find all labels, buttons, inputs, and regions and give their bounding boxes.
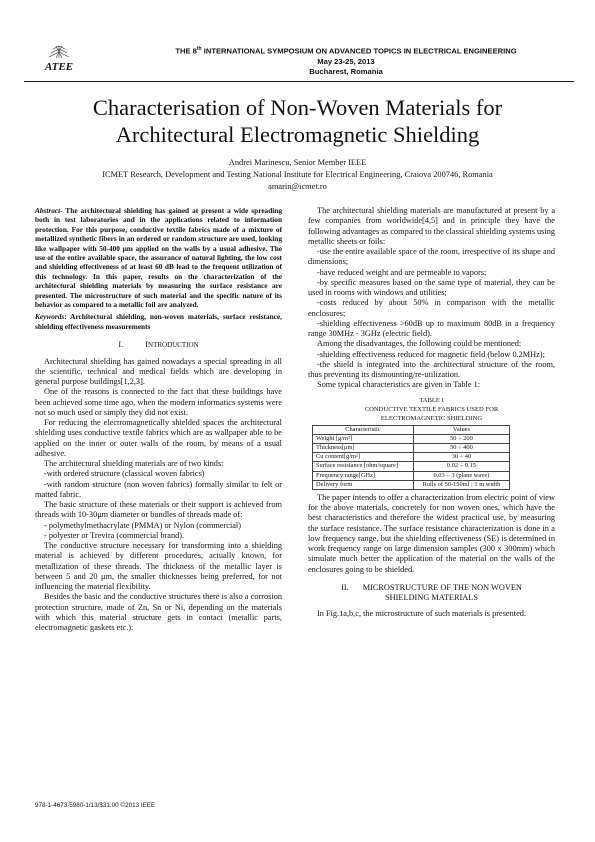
table-header-cell: Characteristic: [313, 425, 414, 434]
paragraph: -use the entire available space of the room, irrespective of its shape and dimensions;: [308, 247, 555, 267]
table-cell-value: 50 ÷ 200: [413, 434, 509, 443]
table-header-row: [313, 425, 510, 434]
copyright-footer: 978-1-4673-5980-1/13/$31.00 ©2013 IEEE: [35, 802, 156, 809]
right-column: [308, 206, 555, 620]
table-row: [313, 471, 510, 480]
introduction-body: [35, 357, 282, 634]
paragraph: The conductive structure necessary for transforming into a shielding material is achieved by different procedures, actually known, for metallization of these threads. The thickness of the metallic layer is between 5 and 20 μm, the smaller thicknesses being preferred, for not influencing the material flexibility.: [35, 541, 282, 592]
logo-text: ATEE: [44, 61, 74, 73]
paragraph: Some typical characteristics are given in Table 1:: [317, 380, 481, 390]
paragraph: -have reduced weight and are permeable to vapors;: [317, 267, 487, 277]
table-cell-value: 0.03 ÷ 3 (plane wave): [413, 471, 509, 480]
table-row: [313, 462, 510, 471]
table-caption: TABLE I CONDUCTIVE TEXTILE FABRICS USED FOR ELECTROMAGNETIC SHIELDING: [364, 396, 499, 422]
header-divider: [24, 81, 574, 82]
paragraph: For reducing the electromagnetically shielded spaces the architectural shielding uses conductive textile fabrics which are as wallpaper able to be applied on the inner or outer walls of the room, by means of a usual adhesive.: [35, 418, 282, 458]
paragraph: The basic structure of these materials or their support is achieved from threads with 10-30μm diameter or bundles of threads made of:: [35, 500, 282, 520]
conference-location: Bucharest, Romania: [309, 66, 383, 76]
table-row: [313, 443, 510, 452]
table-row: [313, 480, 510, 489]
table-cell-characteristic: Frequency range[GHz]: [313, 471, 414, 480]
keywords: Keywords: Architectural shielding, non-woven materials, surface resistance, shielding effectiveness measurements: [35, 312, 282, 331]
table-row: [313, 434, 510, 443]
table-cell-characteristic: Thickness[μm]: [313, 443, 414, 452]
table-cell-characteristic: Delivery form: [313, 480, 414, 489]
conference-name: THE 8th INTERNATIONAL SYMPOSIUM ON ADVANCED TOPICS IN ELECTRICAL ENGINEERING: [175, 46, 517, 56]
left-column: [35, 206, 282, 633]
table-cell-value: 30 ÷ 40: [413, 453, 509, 462]
conference-header: [96, 44, 595, 77]
paragraph: The architectural shielding materials are of two kinds:: [44, 459, 224, 469]
atee-logo: [34, 44, 84, 76]
paragraph: Architectural shielding has gained nowadays a special spreading in all the scientific, technical and medical fields which are developing in general purpose buildings[1,2,3].: [35, 356, 282, 387]
table-cell-characteristic: Surface resistance [ohm/square]: [313, 462, 414, 471]
paragraph: - polyester or Trevira (commercial brand).: [44, 530, 185, 540]
paragraph: - polymethylmethacrylate (PMMA) or Nylon (commercial): [44, 520, 241, 530]
paragraph: The paper intends to offer a characterization from electric point of view for the above materials, concretely for non woven ones, which have the best characteristics and therefore the widest practical use, by measuring the surface resistance. The surface resistance characterization is done in a low frequency range, but the shielding effectiveness (SE) is determined in work frequency range on large dimension samples (300 x 300mm) which simulate much better the application of the material on the walls of the enclosures going to be shielded.: [308, 492, 555, 574]
table-cell-value: 50 ÷ 400: [413, 443, 509, 452]
table-cell-value: 0.02 ÷ 0.15: [413, 462, 509, 471]
author-email: amarin@icmet.ro: [268, 182, 327, 191]
paragraph: -shielding effectiveness >60dB up to maximum 80dB in a frequency range 30MHz - 3GHz (electric field).: [308, 318, 555, 338]
table-header-cell: Values: [413, 425, 509, 434]
paper-title: Characterisation of Non-Woven Materials for Architectural Electromagnetic Shielding: [92, 95, 503, 147]
right-body-a: [308, 206, 555, 391]
paragraph: -with ordered structure (classical woven fabrics): [44, 469, 205, 479]
author-name: Andrei Marinescu, Senior Member IEEE: [228, 158, 367, 167]
paragraph: Among the disadvantages, the following could be mentioned:: [317, 339, 522, 349]
paragraph: The architectural shielding materials are manufactured at present by a few companies from worldwide[4,5] and in principle they have the following advantages as compared to the classical shielding systems using metallic sheets or foils:: [308, 206, 555, 246]
paragraph: -costs reduced by about 50% in comparison with the metallic enclosures;: [308, 298, 555, 318]
paragraph: One of the reasons is connected to the fact that these buildings have been achieved some time ago, when the modern informatics systems were not so much used or simply they did not exist.: [35, 387, 282, 417]
paragraph: In Fig.1a,b,c, the microstructure of such materials is presented.: [317, 609, 526, 619]
section-heading-introduction: I. INTRODUCTION: [118, 340, 199, 350]
table-row: [313, 453, 510, 462]
right-body-b: [308, 493, 555, 575]
paragraph: Besides the basic and the conductive structures there is also a corrosion protection structure, made of Zn, Sn or Ni, depending on the materials with which this material structure gets in contact (metallic parts, electromagnetic gaskets etc.).: [35, 592, 282, 633]
table-cell-value: Rolls of 50-150ml ; 1 m width: [413, 480, 509, 489]
right-body-c: [308, 609, 555, 619]
paragraph: -with random structure (non woven fabrics) formally similar to felt or matted fabric.: [35, 479, 282, 499]
abstract: Abstract- The architectural shielding has gained at present a wide spreading both in test laboratories and in the applications related to information protection. For this purpose, conductive textile fabrics made of a mixture of metallized synthetic fibers in an ordered or random structure are used, looking like wallpaper with 50-400 μm applied on the walls by a usual adhesive. The use of the entire available space, the assurance of natural lighting, the low cost and shielding effectiveness of at least 60 dB lead to the frequent utilization of this technology. In this paper, results on the characterization of the architectural shielding materials by measuring the surface resistance are presented. The microstructure of such material and the specific nature of its behavior as compared to a metallic foil are analyzed.: [35, 206, 282, 310]
paragraph: -shielding effectiveness reduced for magnetic field (below 0.2MHz);: [317, 349, 545, 359]
section-heading-microstructure: II. MICROSTRUCTURE OF THE NON WOVEN SHIELDING MATERIALS: [341, 582, 522, 603]
affiliation: ICMET Research, Development and Testing National Institute for Electrical Engineering, Craiova 200746, Romania: [102, 170, 493, 179]
conference-dates: May 23-25, 2013: [317, 56, 375, 66]
table-cell-characteristic: Cu content[g/m²]: [313, 453, 414, 462]
paragraph: -by specific measures based on the same type of material, they can be used in rooms with windows and utilities;: [308, 277, 555, 297]
characteristics-table: [312, 425, 510, 490]
author-block: [40, 157, 555, 193]
table-cell-characteristic: Weight [g/m²]: [313, 434, 414, 443]
paragraph: -the shield is integrated into the architectural structure of the room, thus preventing its dismounting/re-utilization.: [308, 359, 555, 379]
